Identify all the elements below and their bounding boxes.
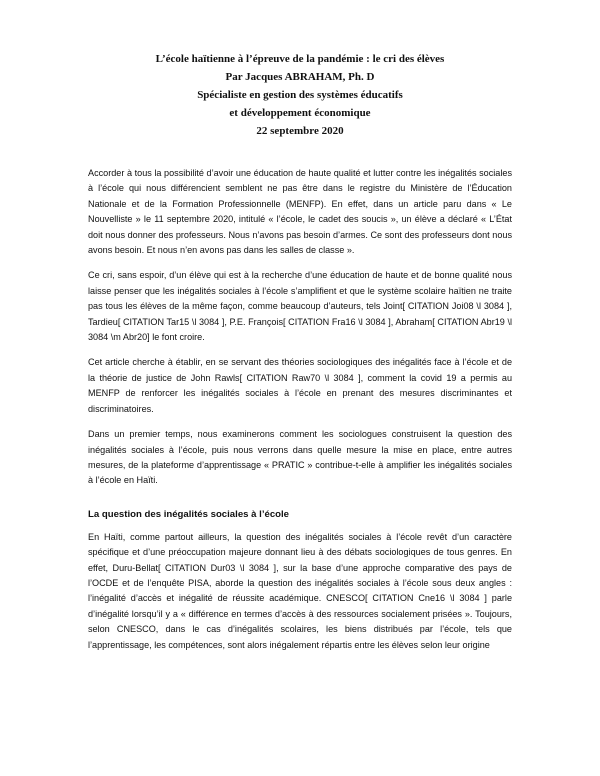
section-heading: La question des inégalités sociales à l’école bbox=[88, 508, 290, 520]
paragraph-cry: Ce cri, sans espoir, d’un élève qui est à la recherche d’une éducation de haute et de bonne qualité nous laisse penser que les inégalités sociales à l’école s’amplifient et que le système scolaire haïtien ne traite pas tous les élèves de la même façon, comme beaucoup d’auteurs, tels Joint[ CITATION Joi08 \l 3084 ], Tardieu[ CITATION Tar15 \l 3084 ], P.E. François[ CITATION Fra16 \l 3084 ], Abraham[ CITATION Abr19 \l 3084 \m Abr20] le font croire. bbox=[88, 270, 512, 343]
header-spacer bbox=[88, 140, 512, 166]
paragraph-section: En Haïti, comme partout ailleurs, la question des inégalités sociales à l’école revêt d’un caractère spécifique et d’une préoccupation majeure donnant lieu à des débats sociologiques de tous genres. En effet, Duru-Bellat[ CITATION Dur03 \l 3084 ], sur la base d’une approche comparative des pays de l’OCDE et de l’enquête PISA, aborde la question des inégalités sociales à l’école sous deux angles : l’inégalité d’accès et inégalité de réussite académique. CNESCO[ CITATION Cne16 \l 3084 ] parle d’inégalité lorsqu’il y a « différence en termes d’accès à des ressources socialement prisées ». Toujours, selon CNESCO, dans le cas d’inégalités scolaires, les biens distribués par l’école, tels que l’apprentissage, les compétences, sont alors inégalement répartis entre les élèves selon leur origine bbox=[88, 531, 512, 650]
paragraph-intro: Accorder à tous la possibilité d’avoir une éducation de haute qualité et lutter contre les inégalités sociales à l’école qui nous différencient semblent ne pas être dans le registre du Ministère de l’Éducation Nationale et de la Formation Professionnelle (MENFP). En effet, dans un article paru dans « Le Nouvelliste » le 11 septembre 2020, intitulé « l’école, le cadet des soucis », un élève a déclaré « L’État doit nous donner des professeurs. Nous n’avons pas besoin d’armes. Ce sont des professeurs dont nous avons besoin. Et nous n’en avons pas dans les salles de classe ». bbox=[88, 168, 512, 256]
paragraph-plan: Dans un premier temps, nous examinerons comment les sociologues construisent la question des inégalités sociales à l’école, puis nous verrons dans quelle mesure la mise en place, entre autres mesures, de la plateforme d’apprentissage « PRATIC » contribue-t-elle à amplifier les inégalités sociales à l’école en Haïti. bbox=[88, 429, 512, 486]
author-role-line-2: et développement économique bbox=[229, 107, 371, 119]
document-title: L’école haïtienne à l’épreuve de la pandémie : le cri des élèves bbox=[155, 53, 445, 65]
paragraph-objective: Cet article cherche à établir, en se servant des théories sociologiques des inégalités face à l’école et de la théorie de justice de John Rawls[ CITATION Raw70 \l 3084 ], comment la covid 19 a permis au MENFP de renforcer les inégalités sociales à l’école en prenant des mesures discriminantes et discriminatoires. bbox=[88, 357, 512, 414]
author-role-line-1: Spécialiste en gestion des systèmes éducatifs bbox=[197, 89, 403, 101]
document-header bbox=[88, 50, 512, 140]
author-line: Par Jacques ABRAHAM, Ph. D bbox=[225, 71, 375, 83]
publication-date: 22 septembre 2020 bbox=[256, 125, 344, 137]
